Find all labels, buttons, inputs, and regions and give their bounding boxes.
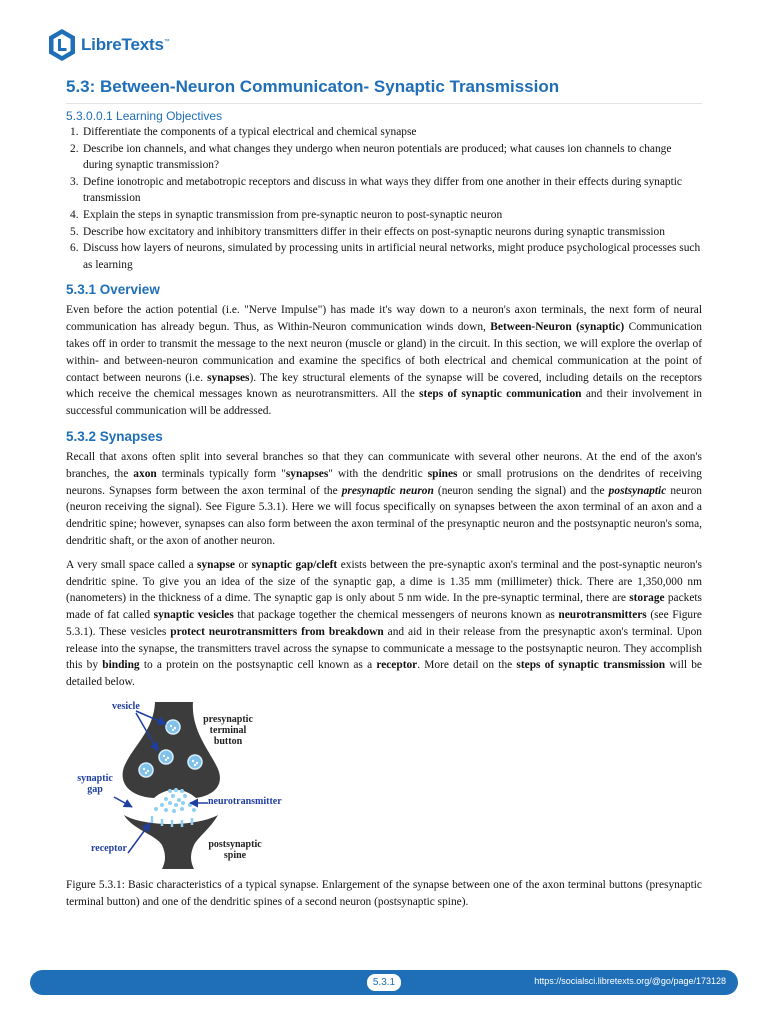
list-item [66, 124, 702, 141]
list-item-text: Differentiate the components of a typical electrical and chemical synapse [83, 126, 417, 138]
list-item [66, 224, 702, 241]
list-number: 1. [70, 126, 79, 138]
logo-trademark: ™ [163, 39, 170, 45]
receptor-label: receptor [91, 843, 127, 855]
libretexts-logo[interactable] [47, 28, 170, 62]
main-content [66, 109, 702, 911]
list-item-text: Define ionotropic and metabotropic receptors and discuss in what ways they differ from one another in their effects during synaptic transmission [83, 175, 682, 205]
synapse-figure [66, 699, 316, 869]
list-item-text: Explain the steps in synaptic transmission from pre-synaptic neuron to post-synaptic neuron [83, 208, 503, 221]
neurotransmitter-label: neurotransmitter [208, 796, 282, 808]
learning-objectives-heading: 5.3.0.0.1 Learning Objectives [66, 109, 223, 123]
vesicle-label: vesicle [112, 701, 140, 713]
logo-text: LibreTexts [81, 35, 164, 54]
list-item [66, 141, 702, 174]
overview-paragraph: Even before the action potential (i.e. "Nerve Impulse") has made it's way down to a neuron's axon terminals, the next form of neural communication has already begun. Thus, as Within-Neuron communication winds down, Between-Neuron (synaptic) Communication takes off in order to transmit the message to the next neuron (muscle or gland) in the circuit. In this section, we will explore the overlap of within- and between-neuron communication and examine the specifics of both electrical and chemical communication at the point of contact between neurons (i.e. synapses). The key structural elements of the synapse will be covered, including details on the receptors which receive the chemical messages known as neurotransmitters. All the steps of synaptic communication and their involvement in successful communication will be addressed. [66, 304, 703, 418]
learning-objectives-list [66, 124, 702, 273]
figure-caption: Figure 5.3.1: Basic characteristics of a typical synapse. Enlargement of the synapse between one of the axon terminal buttons (presynaptic terminal button) and one of the dendritic spines of a second neuron (postsynaptic spine). [66, 879, 702, 908]
list-item [66, 174, 702, 207]
libretexts-logo-icon [47, 28, 77, 62]
synapses-heading: 5.3.2 Synapses [66, 428, 163, 444]
page-title: 5.3: Between-Neuron Communicaton- Synaptic Transmission [66, 77, 702, 104]
page-number-badge: 5.3.1 [367, 974, 401, 991]
list-number: 3. [70, 175, 79, 188]
page-url-link[interactable]: https://socialsci.libretexts.org/@go/page/173128 [534, 976, 726, 986]
list-number: 2. [70, 142, 79, 155]
list-item [66, 240, 702, 273]
synapses-paragraph-1: Recall that axons often split into several branches so that they can communicate with several other neurons. At the end of the axon's branches, the axon terminals typically form "synapses" with the dendritic spines or small protrusions on the dendrites of receiving neurons. Synapses form between the axon terminal of the presynaptic neuron (neuron sending the signal) and the postsynaptic neuron (neuron receiving the signal). See Figure 5.3.1). Here we will focus specifically on synapses between the axon terminal of an axon and a dendritic spine; however, synapses can also form between the axon terminal of the presynaptic neuron and the postsynaptic neuron's soma, dendritic shaft, or the axon of another neuron. [66, 450, 702, 547]
overview-heading: 5.3.1 Overview [66, 282, 160, 298]
list-item-text: Describe how excitatory and inhibitory transmitters differ in their effects on post-synaptic neurons during synaptic transmission [83, 225, 665, 238]
list-number: 6. [70, 242, 79, 255]
postsynaptic-label: postsynaptic spine [208, 839, 262, 862]
list-number: 5. [70, 225, 79, 238]
list-number: 4. [70, 208, 79, 221]
synaptic-gap-label: synaptic gap [77, 773, 113, 796]
list-item [66, 207, 702, 224]
synapses-paragraph-2: A very small space called a synapse or synaptic gap/cleft exists between the pre-synaptic axon's terminal and the post-synaptic neuron's dendritic spine. To give you an idea of the size of the synaptic gap, a dime is 1.35 mm (millimeter) thick. There are 1,350,000 nm (nanometers) in the thickness of a dime. The synaptic gap is only about 5 nm wide. In the pre-synaptic terminal, there are storage packets made of fat called synaptic vesicles that package together the chemical messengers of neurons known as neurotransmitters (see Figure 5.3.1). These vesicles protect neurotransmitters from breakdown and aid in their release from the presynaptic axon's terminal. Upon release into the synapse, the transmitters travel across the synapse to communicate a message to the postsynaptic neuron. They accomplish this by binding to a protein on the postsynaptic cell known as a receptor. More detail on the steps of synaptic transmission will be detailed below. [66, 558, 702, 689]
list-item-text: Discuss how layers of neurons, simulated by processing units in artificial neural networks, might produce psychological processes such as learning [83, 242, 701, 271]
page-footer [30, 970, 738, 995]
list-item-text: Describe ion channels, and what changes they undergo when neuron potentials are produced; what causes ion channels to change during synaptic transmission? [83, 142, 672, 172]
presynaptic-label: presynaptic terminal button [203, 714, 253, 748]
